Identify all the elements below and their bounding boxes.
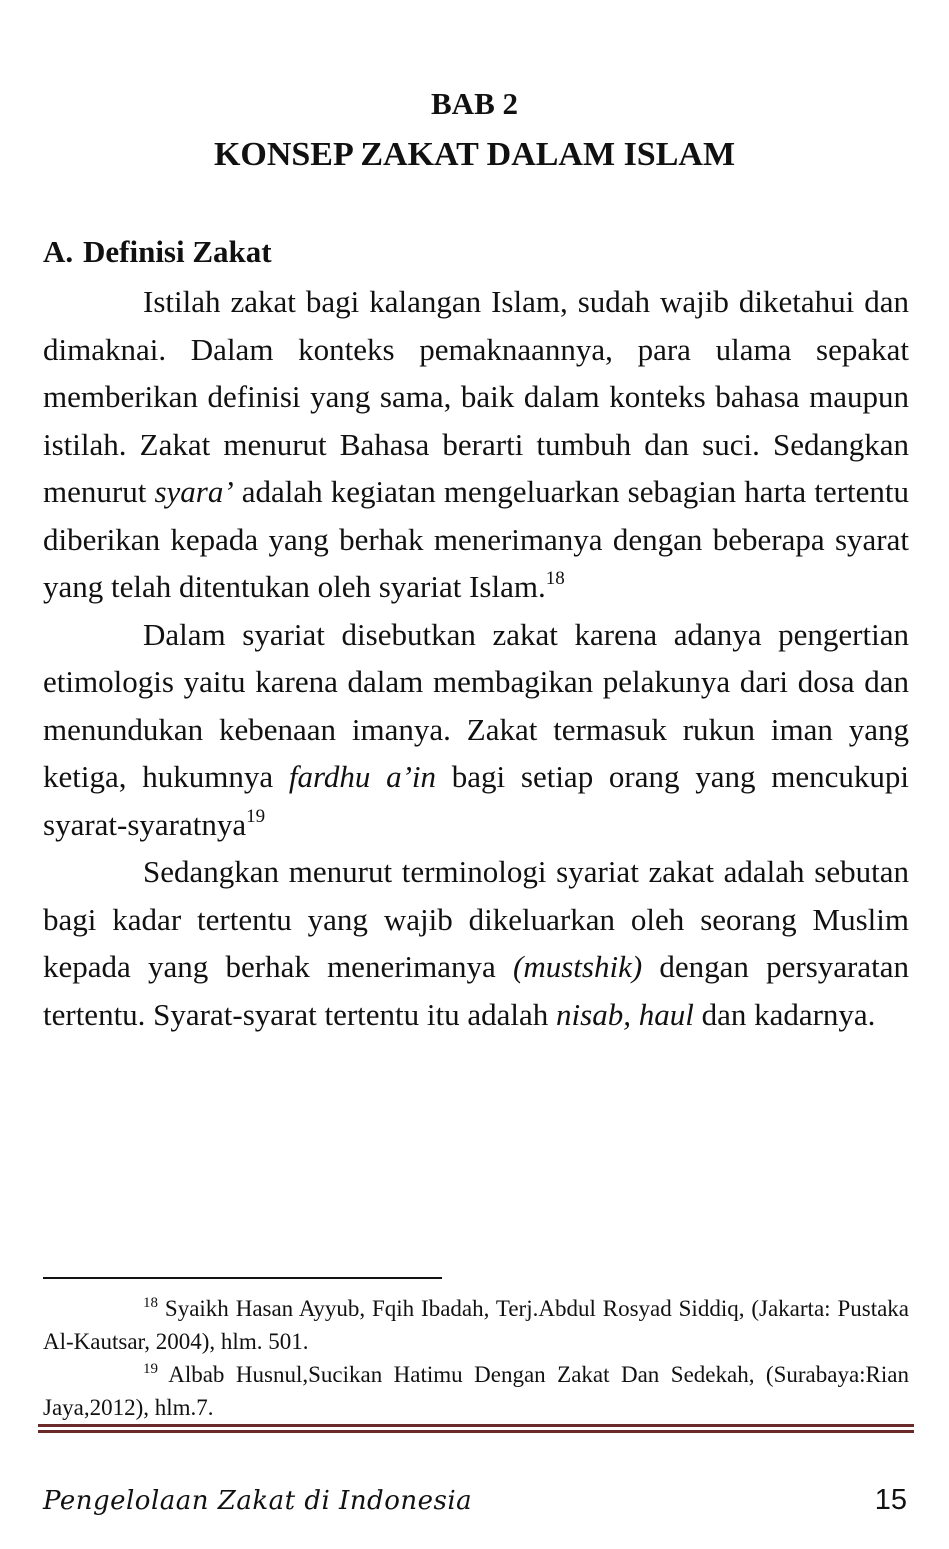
p3-term-nisab-haul: nisab, haul <box>556 996 694 1032</box>
footnote-18 <box>43 1292 909 1358</box>
p1-text: Istilah zakat bagi kalangan Islam, sudah wajib diketahui dan dimaknai. Dalam konteks pemaknaannya, para ulama sepakat memberikan definisi yang sama, baik dalam konteks bahasa maupun istilah. Zakat menurut Bahasa berarti tumbuh dan suci. Sedangkan menurut <box>43 284 909 509</box>
p2-text: Dalam syariat disebutkan zakat karena adanya pengertian etimologis yaitu karena dalam membagikan pelakunya dari dosa dan menundukan kebenaan imanya. Zakat termasuk rukun iman yang ketiga, hukumnya <box>43 616 909 794</box>
p3-text-end: dan kadarnya. <box>693 996 876 1032</box>
footnote-separator <box>43 1277 442 1279</box>
footer-divider <box>38 1424 914 1433</box>
footnote-number: 18 <box>143 1295 158 1311</box>
body-text <box>43 278 909 1038</box>
paragraph-2 <box>43 611 909 849</box>
footnote-19 <box>43 1358 909 1424</box>
chapter-number: BAB 2 <box>431 86 518 121</box>
footnote-text: Syaikh Hasan Ayyub, Fqih Ibadah, Terj.Abdul Rosyad Siddiq, (Jakarta: Pustaka Al-Kautsar, 2004), hlm. 501. <box>43 1296 909 1354</box>
page-number: 15 <box>874 1484 907 1516</box>
footnote-number: 19 <box>143 1361 158 1377</box>
section-label: A. <box>43 234 74 269</box>
paragraph-1 <box>43 278 909 611</box>
paragraph-3 <box>43 848 909 1038</box>
section-heading <box>43 234 272 270</box>
footnote-text: Albab Husnul,Sucikan Hatimu Dengan Zakat Dan Sedekah, (Surabaya:Rian Jaya,2012), hlm.7. <box>43 1362 909 1420</box>
p1-text-cont: adalah kegiatan mengeluarkan sebagian harta tertentu diberikan kepada yang berhak menerimanya dengan beberapa syarat yang telah ditentukan oleh syariat Islam. <box>43 474 909 604</box>
footnote-ref-19[interactable]: 19 <box>246 805 266 827</box>
p3-text-cont: dengan persyaratan tertentu. Syarat-syarat tertentu itu adalah <box>43 949 909 1032</box>
p3-text: Sedangkan menurut terminologi syariat zakat adalah sebutan bagi kadar tertentu yang wajib dikeluarkan oleh seorang Muslim kepada yang berhak menerimanya <box>43 854 909 984</box>
footnote-ref-18[interactable]: 18 <box>545 568 565 589</box>
p2-term-fardhu: fardhu a’in <box>288 759 437 794</box>
chapter-title: KONSEP ZAKAT DALAM ISLAM <box>213 136 736 173</box>
section-title: Definisi Zakat <box>83 234 272 269</box>
footnotes <box>43 1292 909 1424</box>
p1-term-syara: syara’ <box>154 474 234 509</box>
p3-term-mustshik: (mustshik) <box>513 949 643 984</box>
p2-text-cont: bagi setiap orang yang mencukupi syarat-syaratnya <box>43 759 909 842</box>
running-title: Pengelolaan Zakat di Indonesia <box>43 1486 473 1516</box>
